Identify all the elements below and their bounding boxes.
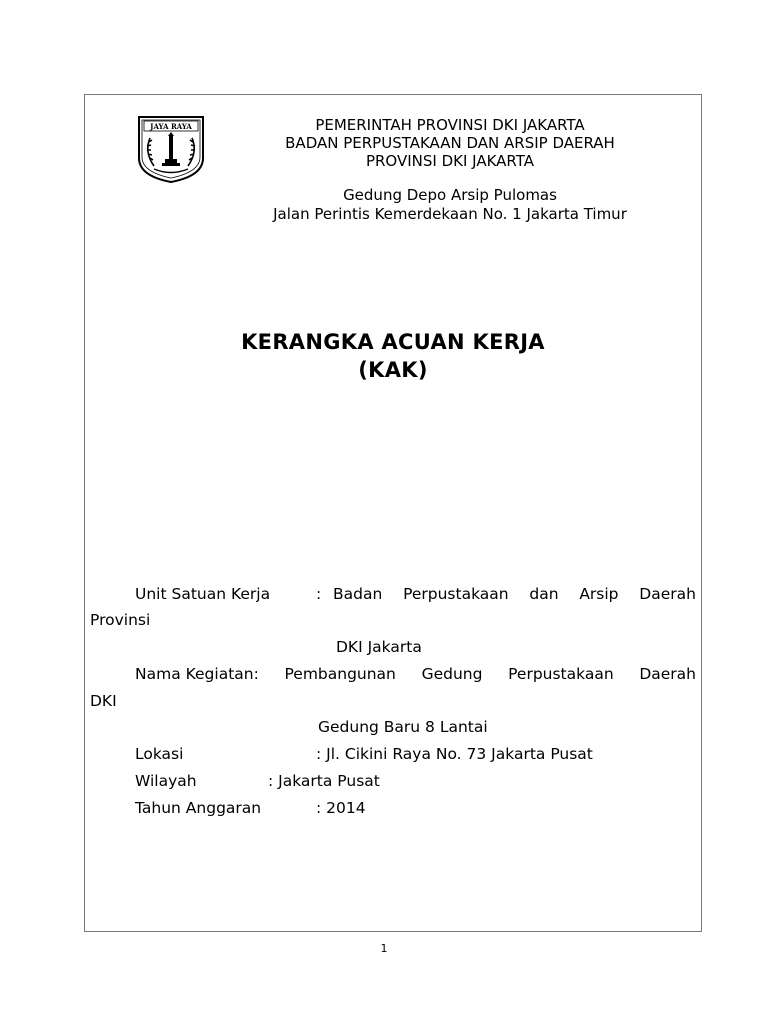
unit-label: Unit Satuan Kerja [135, 585, 271, 603]
unit-separator: : [316, 585, 322, 603]
header-address-2: Jalan Perintis Kemerdekaan No. 1 Jakarta Timur [273, 205, 627, 223]
tahun-value: : 2014 [316, 799, 366, 817]
unit-value-continued: Provinsi [90, 611, 151, 629]
kegiatan-label: Nama Kegiatan: [135, 665, 259, 683]
header-line-3: PROVINSI DKI JAKARTA [365, 152, 535, 170]
emblem-banner-text: JAYA RAYA [150, 122, 192, 131]
wilayah-value: : Jakarta Pusat [268, 772, 380, 790]
header-line-1: PEMERINTAH PROVINSI DKI JAKARTA [315, 116, 585, 134]
unit-value-line-2: DKI Jakarta [336, 638, 422, 656]
tahun-label: Tahun Anggaran [135, 799, 262, 817]
kegiatan-value-continued: DKI [90, 692, 117, 710]
lokasi-label: Lokasi [135, 745, 184, 763]
unit-value: Badan Perpustakaan dan Arsip Daerah [333, 585, 696, 603]
header-line-2: BADAN PERPUSTAKAAN DAN ARSIP DAERAH [285, 134, 615, 152]
document-title: KERANGKA ACUAN KERJA [241, 330, 545, 354]
lokasi-value: : Jl. Cikini Raya No. 73 Jakarta Pusat [316, 745, 593, 763]
wilayah-label: Wilayah [135, 772, 197, 790]
document-subtitle: (KAK) [358, 358, 428, 382]
kegiatan-value-line-2: Gedung Baru 8 Lantai [318, 718, 488, 736]
dki-jakarta-emblem-icon [136, 114, 206, 184]
kegiatan-row: Nama Kegiatan: Pembangunan Gedung Perpustakaan Daerah [135, 665, 696, 683]
page-number: 1 [380, 942, 388, 955]
header-address-1: Gedung Depo Arsip Pulomas [343, 186, 557, 204]
